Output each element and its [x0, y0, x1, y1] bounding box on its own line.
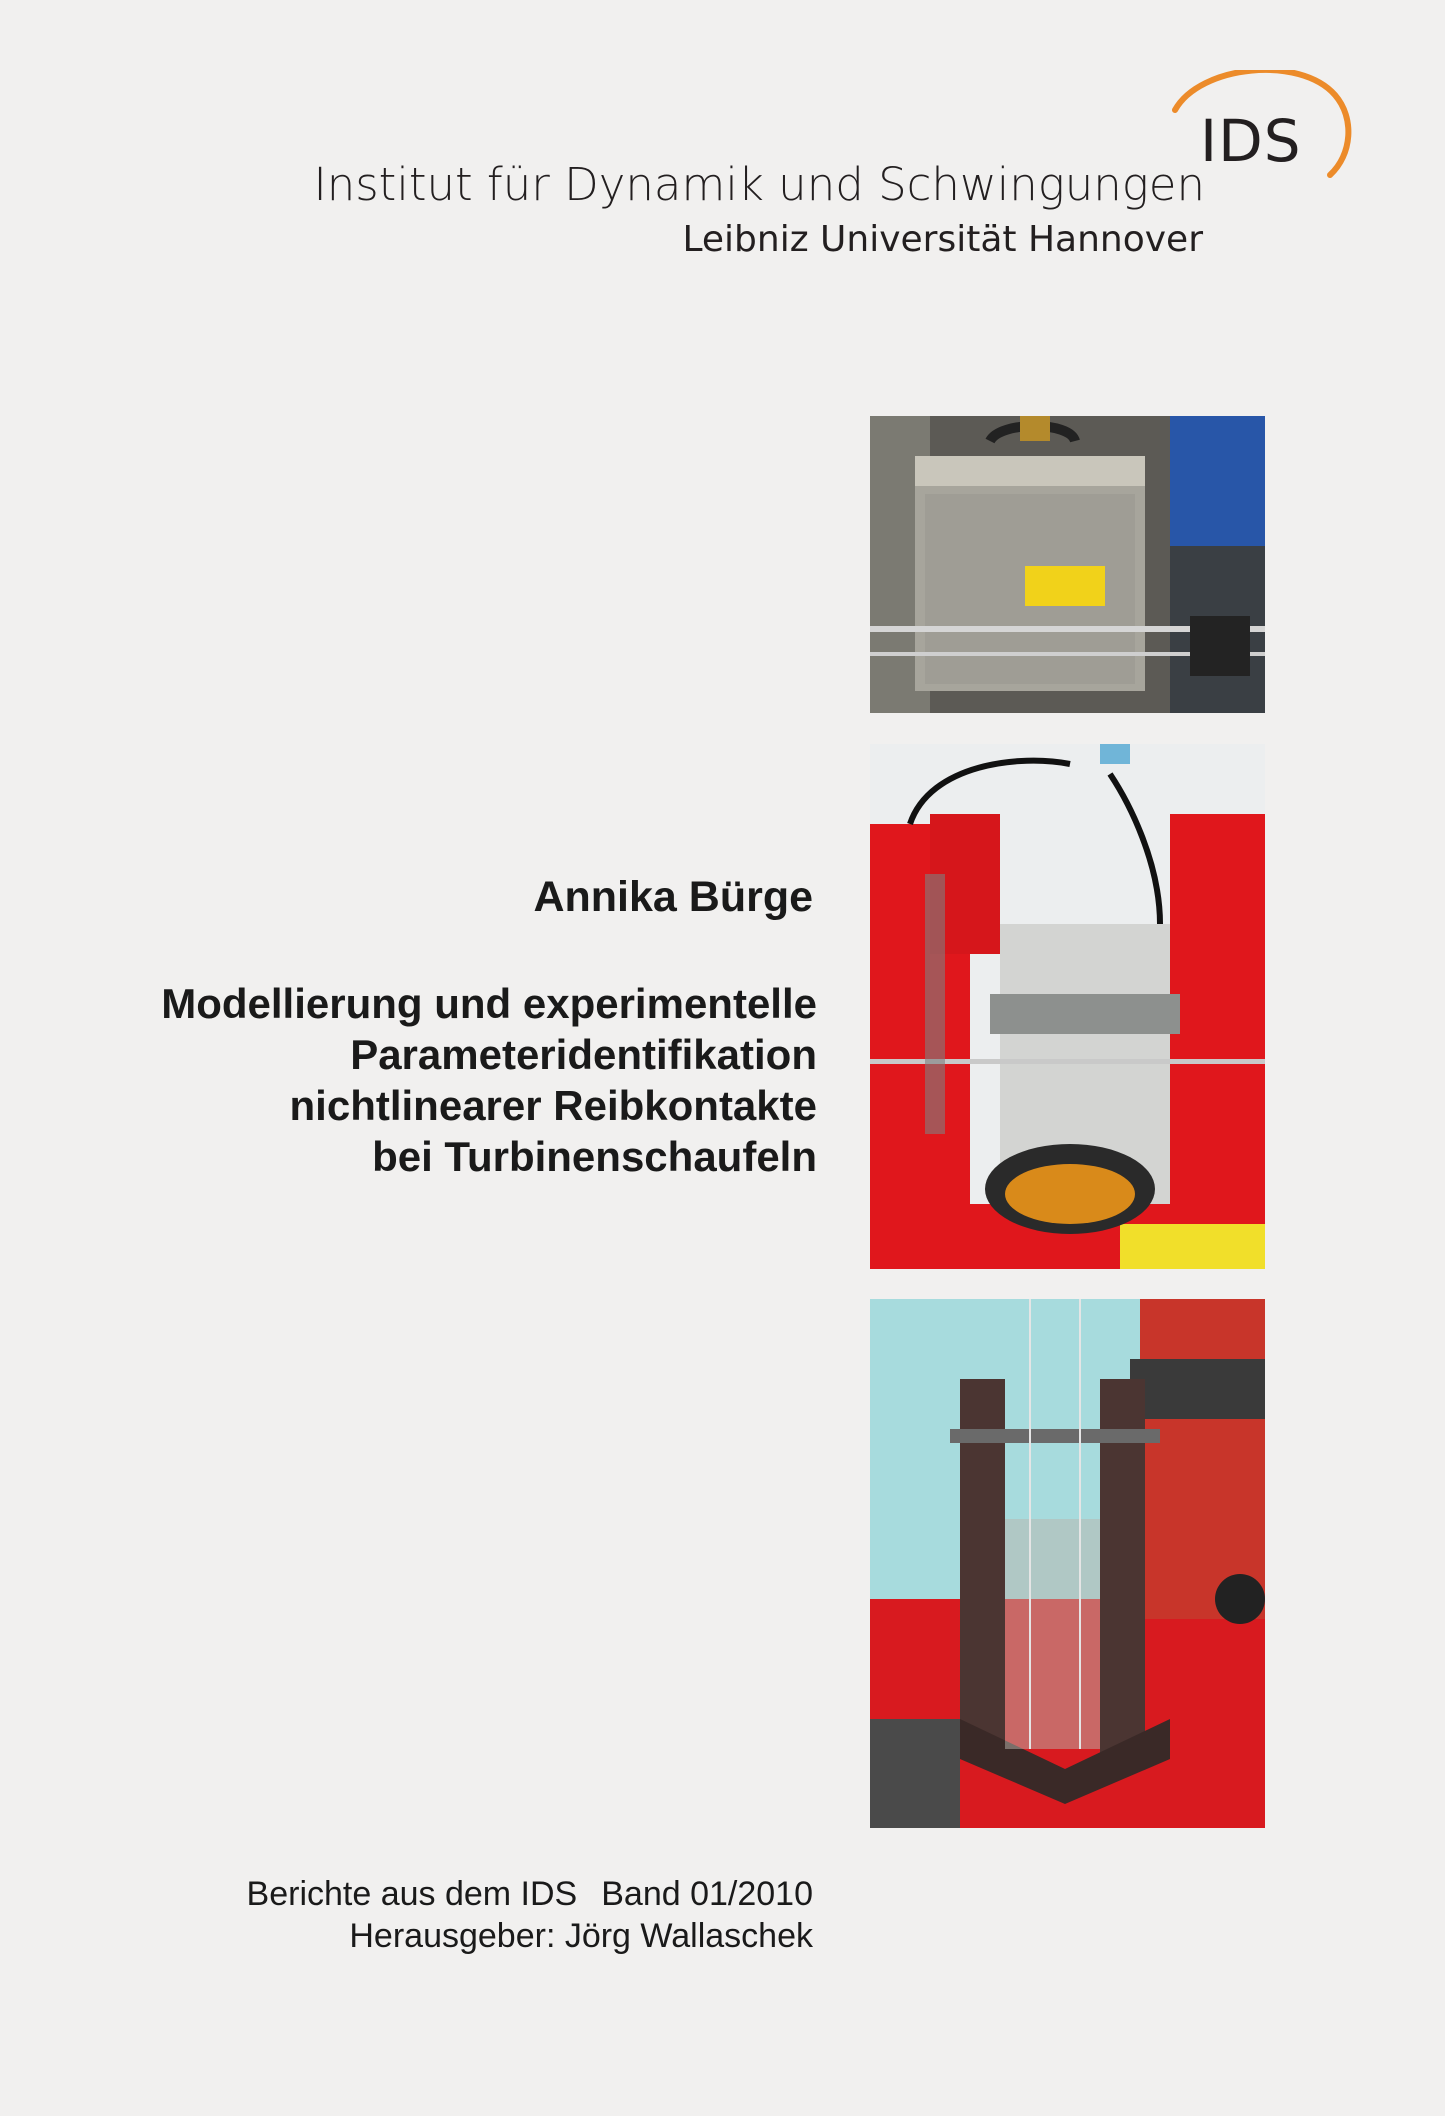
photo-friction-test-rig	[870, 744, 1265, 1269]
editor-line: Herausgeber: Jörg Wallaschek	[349, 1917, 813, 1955]
photo-equipment-housing	[870, 416, 1265, 713]
series-line	[247, 1873, 813, 1915]
title-line: Modellierung und experimentelle	[161, 980, 817, 1027]
title-line: nichtlinearer Reibkontakte	[289, 1082, 817, 1129]
title-line: bei Turbinenschaufeln	[372, 1133, 817, 1180]
book-title	[161, 978, 817, 1182]
author-name: Annika Bürge	[533, 873, 813, 921]
volume-number: Band 01/2010	[601, 1875, 813, 1913]
institute-name: Institut für Dynamik und Schwingungen	[313, 158, 1205, 211]
series-info	[247, 1873, 813, 1957]
series-name: Berichte aus dem IDS	[246, 1875, 578, 1913]
university-name: Leibniz Universität Hannover	[682, 219, 1203, 260]
logo-text: IDS	[1200, 107, 1302, 175]
photo-blade-specimen	[870, 1299, 1265, 1828]
title-line: Parameteridentifikation	[350, 1031, 817, 1078]
